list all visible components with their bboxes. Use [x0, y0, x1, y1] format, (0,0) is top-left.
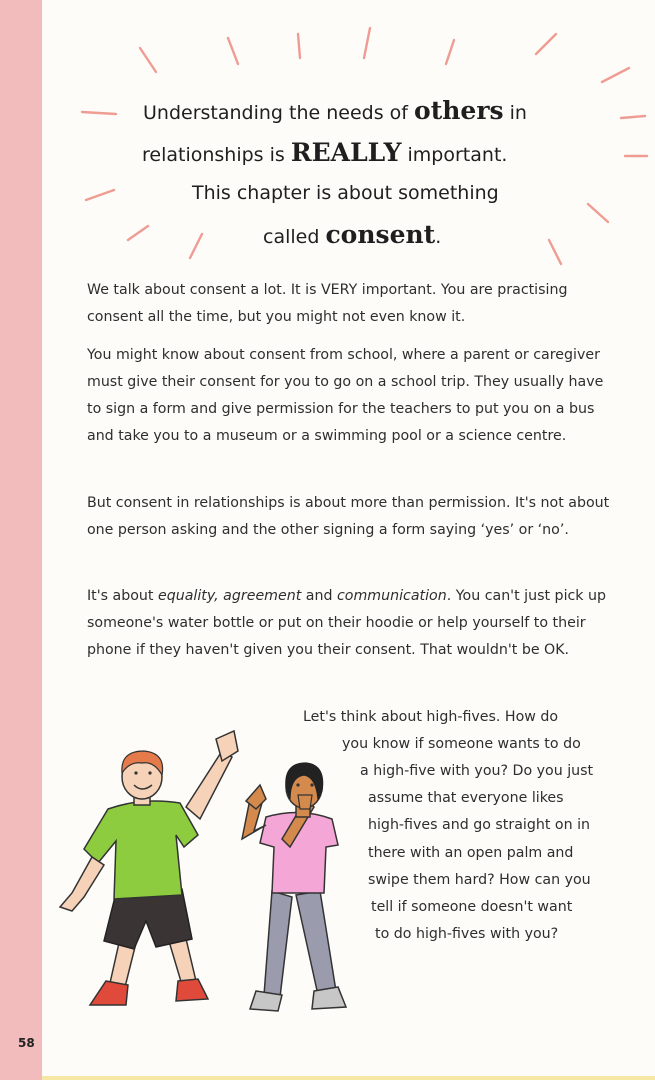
ray [536, 34, 556, 54]
intro-line-2: relationships is REALLY important. [142, 138, 508, 167]
high-five-line: to do high-fives with you? [375, 926, 559, 942]
page-number: 58 [18, 1036, 35, 1050]
boy-figure [60, 731, 238, 1005]
ray [588, 204, 608, 222]
ray [602, 68, 629, 82]
ray [298, 34, 300, 58]
high-five-line: high-fives and go straight on in [368, 817, 591, 833]
page-margin-strip [0, 0, 42, 1080]
high-five-line: Let's think about high-fives. How do [303, 709, 559, 725]
ray [190, 234, 202, 258]
page-bottom-edge [42, 1076, 655, 1080]
ray [446, 40, 454, 64]
girl-figure [242, 763, 346, 1011]
intro-line-4: called consent. [263, 220, 442, 249]
high-five-line: you know if someone wants to do [342, 736, 581, 752]
high-five-line: a high-five with you? Do you just [360, 763, 594, 779]
ray [228, 38, 238, 64]
ray [364, 28, 370, 58]
body-paragraph-4: It's about equality, agreement and communication. You can't just pick up someone's water bottle or put on their hoodie or help yourself to their phone if they haven't given you their consent. That wouldn't be OK. [87, 588, 607, 658]
ray [86, 190, 114, 200]
intro-line-3: This chapter is about something [192, 182, 499, 204]
ray [549, 240, 561, 264]
ray [140, 48, 156, 72]
high-five-line: swipe them hard? How can you [368, 872, 591, 888]
ray [82, 112, 116, 114]
body-paragraph-3: But consent in relationships is about more than permission. It's not about one person asking and the other signing a form saying ‘yes’ or ‘no’. [87, 495, 610, 538]
ray [621, 116, 645, 118]
body-paragraph-2: You might know about consent from school, where a parent or caregiver must give their consent for you to go on a school trip. They usually have to sign a form and give permission for the teachers to put you on a bus and take you to a museum or a swimming pool or a science centre. [87, 347, 604, 444]
high-five-line: tell if someone doesn't want [371, 899, 573, 915]
ray [128, 226, 148, 240]
high-five-line: assume that everyone likes [368, 790, 564, 806]
high-five-illustration [50, 715, 350, 1025]
body-paragraph-1: We talk about consent a lot. It is VERY important. You are practising consent all the time, but you might not even know it. [87, 282, 568, 325]
intro-line-1: Understanding the needs of others in [143, 96, 527, 125]
high-five-line: there with an open palm and [368, 845, 574, 861]
